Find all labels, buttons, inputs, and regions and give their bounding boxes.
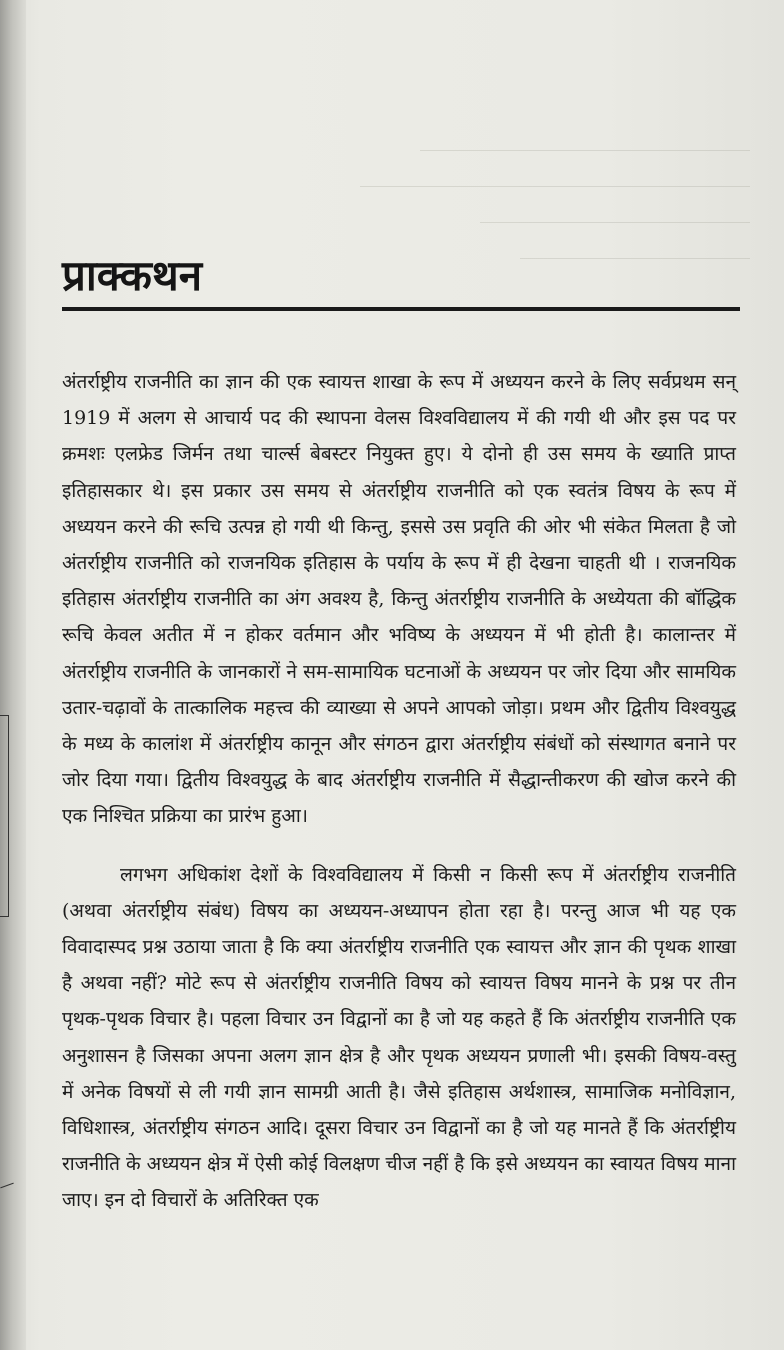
heading-underline — [62, 307, 740, 311]
paragraph-1: अंतर्राष्ट्रीय राजनीति का ज्ञान की एक स्वायत्त शाखा के रूप में अध्ययन करने के लिए सर्वप्रथम सन् 1919 में अलग से आचार्य पद की स्थापना वेलस विश्वविद्यालय में की गयी थी और इस पद पर क्रमशः एलफ्रेड जिर्मन तथा चार्ल्स बेबस्टर नियुक्त हुए। ये दोनो ही उस समय के ख्याति प्राप्त इतिहासकार थे। इस प्रकार उस समय से अंतर्राष्ट्रीय राजनीति को एक स्वतंत्र विषय के रूप में अध्ययन करने की रूचि उत्पन्न हो गयी थी किन्तु, इससे उस प्रवृति की ओर भी संकेत मिलता है जो अंतर्राष्ट्रीय राजनीति को राजनयिक इतिहास के पर्याय के रूप में ही देखना चाहती थी । राजनयिक इतिहास अंतर्राष्ट्रीय राजनीति का अंग अवश्य है, किन्तु अंतर्राष्ट्रीय राजनीति के अध्येयता की बॉद्धिक रूचि केवल अतीत में न होकर वर्तमान और भविष्य के अध्ययन में भी होती है। कालान्तर में अंतर्राष्ट्रीय राजनीति के जानकारों ने सम-सामायिक घटनाओं के अध्ययन पर जोर दिया और सामयिक उतार-चढ़ावों के तात्कालिक महत्त्व की व्याख्या से अपने आपको जोड़ा। प्रथम और द्वितीय विश्वयुद्ध के मध्य के कालांश में अंतर्राष्ट्रीय कानून और संगठन द्वारा अंतर्राष्ट्रीय संबंधों को संस्थागत बनाने पर जोर दिया गया। द्वितीय विश्वयुद्ध के बाद अंतर्राष्ट्रीय राजनीति में सैद्धान्तीकरण की खोज करने की एक निश्चित प्रक्रिया का प्रारंभ हुआ। — [62, 371, 736, 828]
margin-bracket-mark — [0, 715, 9, 917]
paragraph-2: लगभग अधिकांश देशों के विश्वविद्यालय में किसी न किसी रूप में अंतर्राष्ट्रीय राजनीति (अथवा अंतर्राष्ट्रीय संबंध) विषय का अध्ययन-अध्यापन होता रहा है। परन्तु आज भी यह एक विवादास्पद प्रश्न उठाया जाता है कि क्या अंतर्राष्ट्रीय राजनीति एक स्वायत्त और ज्ञान की पृथक शाखा है अथवा नहीं? मोटे रूप से अंतर्राष्ट्रीय राजनीति विषय को स्वायत्त विषय मानने के प्रश्न पर तीन पृथक-पृथक विचार है। पहला विचार उन विद्वानों का है जो यह कहते हैं कि अंतर्राष्ट्रीय राजनीति एक अनुशासन है जिसका अपना अलग ज्ञान क्षेत्र है और पृथक अध्ययन प्रणाली भी। इसकी विषय-वस्तु में अनेक विषयों से ली गयी ज्ञान सामग्री आती है। जैसे इतिहास अर्थशास्त्र, सामाजिक मनोविज्ञान, विधिशास्त्र, अंतर्राष्ट्रीय संगठन आदि। दूसरा विचार उन विद्वानों का है जो यह मानते हैं कि अंतर्राष्ट्रीय राजनीति के अध्ययन क्षेत्र में ऐसी कोई विलक्षण चीज नहीं है कि इसे अध्ययन का स्वायत विषय माना जाए। इन दो विचारों के अतिरिक्त एक — [62, 863, 736, 1212]
body-text — [62, 364, 736, 1219]
book-page — [62, 0, 740, 1350]
book-binding-shadow — [0, 0, 26, 1350]
page-heading: प्राक्कथन — [62, 251, 203, 300]
